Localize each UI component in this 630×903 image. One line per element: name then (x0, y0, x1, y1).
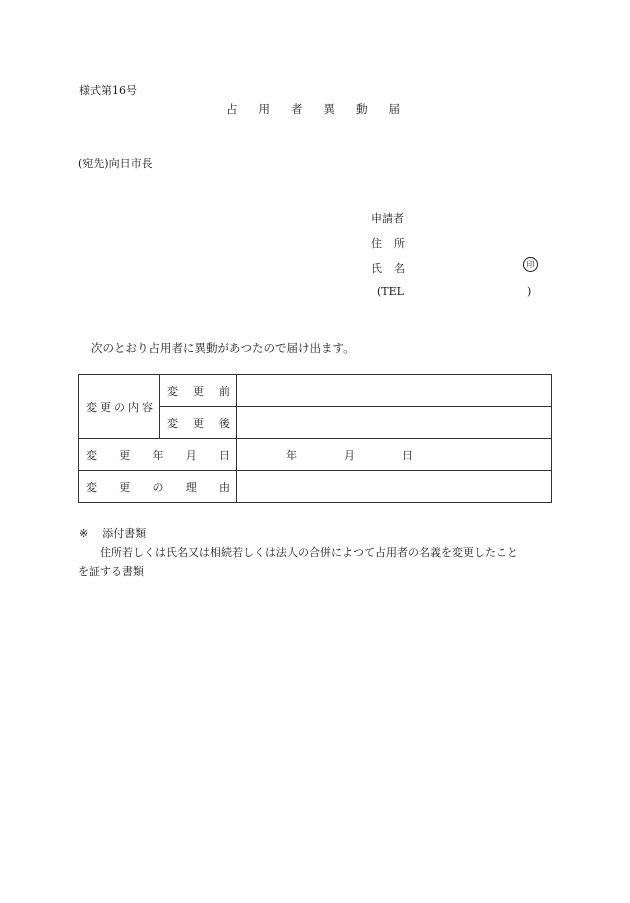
after-value-field[interactable] (237, 407, 552, 439)
attachment-body (78, 543, 548, 581)
after-label: 変 更 後 (167, 416, 230, 430)
table-row (79, 375, 552, 407)
applicant-block (371, 210, 541, 300)
addressee: (宛先)向日市長 (78, 157, 153, 170)
title-char: 者 (291, 102, 303, 116)
table-row (79, 439, 552, 471)
date-label: 変 更 年 月 日 (86, 448, 230, 462)
seal-mark: 印 (523, 257, 538, 272)
table-row (79, 471, 552, 503)
title-char: 占 (226, 102, 238, 116)
title-char: 異 (323, 102, 335, 116)
content-label-cell (79, 375, 160, 439)
attachment-line-2: を証する書類 (78, 565, 144, 578)
name-char: 名 (394, 262, 405, 275)
notice-text: 次のとおり占用者に異動があつたので届け出ます。 (91, 341, 355, 355)
address-char: 所 (394, 237, 405, 250)
after-label-cell (160, 407, 237, 439)
tel-close-paren: ) (527, 285, 532, 298)
form-title (226, 101, 421, 117)
attachment-heading-text: 添付書類 (102, 527, 147, 540)
date-month-label: 月 (344, 449, 355, 462)
content-label: 変 更 の 内 容 (86, 400, 153, 414)
before-value-field[interactable] (237, 375, 552, 407)
title-char: 届 (388, 102, 400, 116)
attachment-heading (79, 525, 146, 541)
tel-label: (TEL (377, 285, 404, 298)
name-char: 氏 (371, 262, 382, 275)
title-char: 動 (356, 102, 368, 116)
change-table (78, 374, 552, 503)
date-day-label: 日 (402, 449, 413, 462)
reason-value-field[interactable] (237, 471, 552, 503)
name-label (371, 260, 417, 276)
reason-label: 変 更 の 理 由 (86, 480, 230, 494)
address-char: 住 (371, 237, 382, 250)
date-value-field[interactable] (237, 439, 552, 471)
before-label: 変 更 前 (167, 384, 230, 398)
applicant-label: 申請者 (371, 212, 404, 225)
date-year-label: 年 (286, 449, 297, 462)
before-label-cell (160, 375, 237, 407)
note-mark: ※ (79, 527, 89, 540)
date-label-cell (79, 439, 237, 471)
address-label (371, 235, 417, 251)
form-number: 様式第16号 (79, 84, 137, 97)
title-char: 用 (258, 102, 270, 116)
attachment-line-1: 住所若しくは氏名又は相続若しくは法人の合併によつて占用者の名義を変更したこと (100, 546, 518, 559)
reason-label-cell (79, 471, 237, 503)
